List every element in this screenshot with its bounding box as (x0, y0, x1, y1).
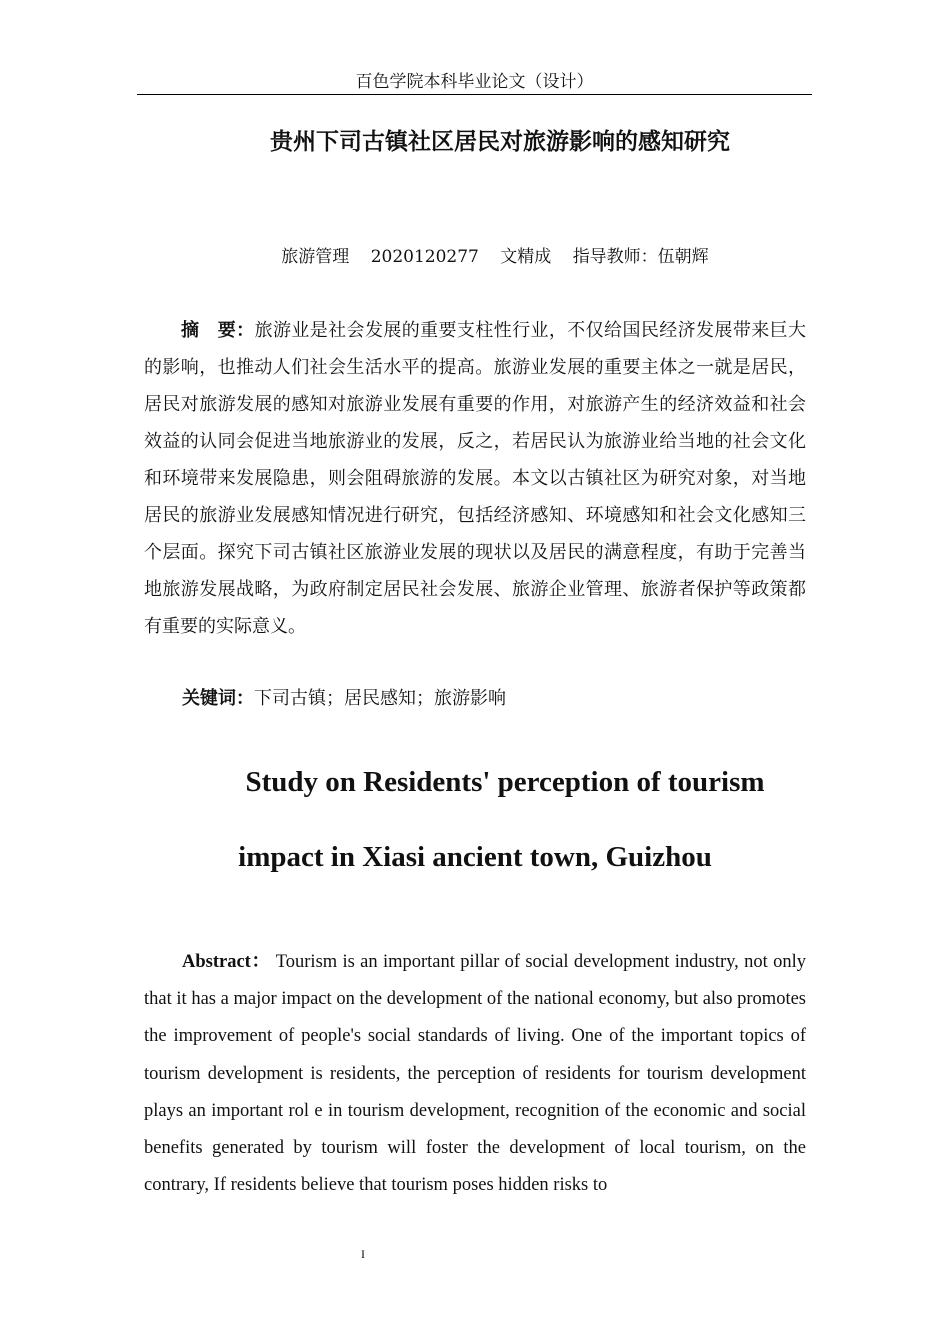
author-major: 旅游管理 (281, 247, 350, 267)
english-title-line-2: impact in Xiasi ancient town, Guizhou (238, 841, 712, 873)
page-header: 百色学院本科毕业论文（设计） (137, 70, 812, 95)
author-student-id: 2020120277 (370, 247, 479, 267)
chinese-abstract-label: 摘 要： (181, 320, 255, 341)
chinese-title: 贵州下司古镇社区居民对旅游影响的感知研究 (270, 129, 730, 155)
chinese-keywords-text: 下司古镇；居民感知；旅游影响 (254, 688, 506, 709)
chinese-abstract-text: 旅游业是社会发展的重要支柱性行业，不仅给国民经济发展带来巨大的影响，也推动人们社会生活水平的提高。旅游业发展的重要主体之一就是居民，居民对旅游发展的感知对旅游业发展有重要的作用，对旅游产生的经济效益和社会效益的认同会促进当地旅游业的发展，反之，若居民认为旅游业给当地的社会文化和环境带来发展隐患，则会阻碍旅游的发展。本文以古镇社区为研究对象，对当地居民的旅游业发展感知情况进行研究，包括经济感知、环境感知和社会文化感知三个层面。探究下司古镇社区旅游业发展的现状以及居民的满意程度，有助于完善当地旅游发展战略，为政府制定居民社会发展、旅游企业管理、旅游者保护等政策都有重要的实际意义。 (144, 320, 806, 637)
chinese-keywords-label: 关键词： (182, 688, 254, 709)
chinese-abstract (144, 312, 806, 645)
english-abstract-text: Tourism is an important pillar of social development industry, not only that it has a major impact on the development of the national economy, but also promotes the improvement of people's social standards of living. One of the important topics of tourism development is residents, the perception of residents for tourism development plays an important rol e in tourism development, recognition of the economic and social benefits generated by tourism will foster the development of local tourism, on the contrary, If residents believe that tourism poses hidden risks to (144, 952, 807, 1196)
author-info (0, 244, 950, 270)
chinese-keywords (182, 684, 812, 714)
english-abstract-label: Abstract： (182, 952, 271, 972)
english-abstract (144, 944, 806, 1204)
author-name: 文精成 (500, 247, 552, 267)
author-advisor: 指导教师：伍朝辉 (572, 247, 709, 267)
page-number: I (361, 1247, 365, 1261)
english-title-line-1: Study on Residents' perception of tourism (245, 766, 765, 798)
